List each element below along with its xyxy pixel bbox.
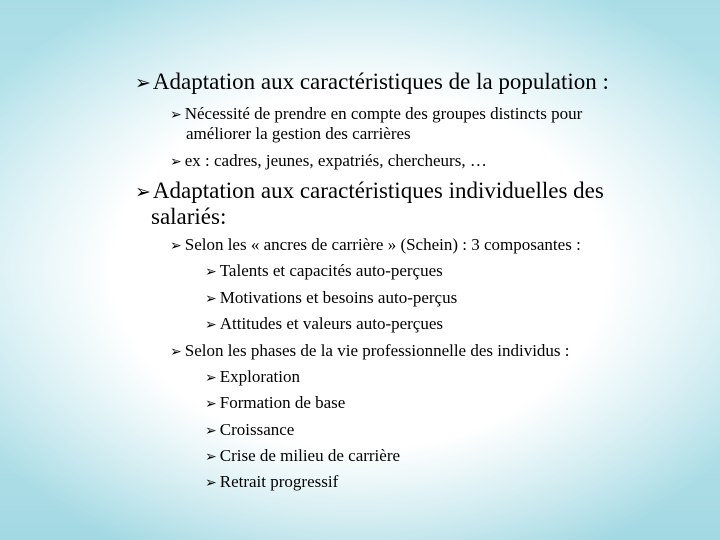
schein-item-text: Talents et capacités auto-perçues xyxy=(219,261,443,280)
phase-item-text: Retrait progressif xyxy=(219,472,339,491)
phase-item xyxy=(205,421,294,438)
arrow-bullet-icon: ➢ xyxy=(205,449,217,465)
schein-label-text: Selon les « ancres de carrière » (Schein) : 3 composantes : xyxy=(184,235,581,254)
arrow-bullet-icon: ➢ xyxy=(170,344,182,360)
section1-item-2-text: ex : cadres, jeunes, expatriés, chercheurs, … xyxy=(184,151,487,170)
section1-item-2 xyxy=(170,152,487,169)
phases-label-text: Selon les phases de la vie professionnelle des individus : xyxy=(184,341,570,360)
section1-item-1-continued: améliorer la gestion des carrières xyxy=(186,124,411,143)
section2-heading xyxy=(135,179,604,202)
arrow-bullet-icon: ➢ xyxy=(205,264,217,280)
arrow-bullet-icon: ➢ xyxy=(135,181,151,203)
arrow-bullet-icon: ➢ xyxy=(205,396,217,412)
section2-heading-text: Adaptation aux caractéristiques individuelles des xyxy=(152,178,604,203)
arrow-bullet-icon: ➢ xyxy=(205,475,217,491)
section1-item-1-text: Nécessité de prendre en compte des groupes distincts pour xyxy=(184,104,583,123)
phase-item xyxy=(205,394,345,411)
phase-item-text: Formation de base xyxy=(219,393,346,412)
section1-heading xyxy=(135,70,609,93)
arrow-bullet-icon: ➢ xyxy=(205,423,217,439)
phases-label xyxy=(170,342,570,359)
arrow-bullet-icon: ➢ xyxy=(205,370,217,386)
arrow-bullet-icon: ➢ xyxy=(170,154,182,170)
arrow-bullet-icon: ➢ xyxy=(205,291,217,307)
schein-label xyxy=(170,236,581,253)
section1-item-1 xyxy=(170,105,582,122)
schein-item-text: Attitudes et valeurs auto-perçues xyxy=(219,314,444,333)
arrow-bullet-icon: ➢ xyxy=(170,238,182,254)
phase-item-text: Crise de milieu de carrière xyxy=(219,446,401,465)
phase-item xyxy=(205,447,400,464)
schein-item-text: Motivations et besoins auto-perçus xyxy=(219,288,458,307)
schein-item xyxy=(205,262,443,279)
section2-heading-continued: salariés: xyxy=(151,204,227,229)
phase-item-text: Exploration xyxy=(219,367,300,386)
phase-item xyxy=(205,368,300,385)
phase-item xyxy=(205,473,338,490)
phase-item-text: Croissance xyxy=(219,420,295,439)
arrow-bullet-icon: ➢ xyxy=(205,317,217,333)
arrow-bullet-icon: ➢ xyxy=(135,72,151,94)
arrow-bullet-icon: ➢ xyxy=(170,107,182,123)
schein-item xyxy=(205,289,457,306)
schein-item xyxy=(205,315,443,332)
section1-heading-text: Adaptation aux caractéristiques de la population : xyxy=(152,69,609,94)
